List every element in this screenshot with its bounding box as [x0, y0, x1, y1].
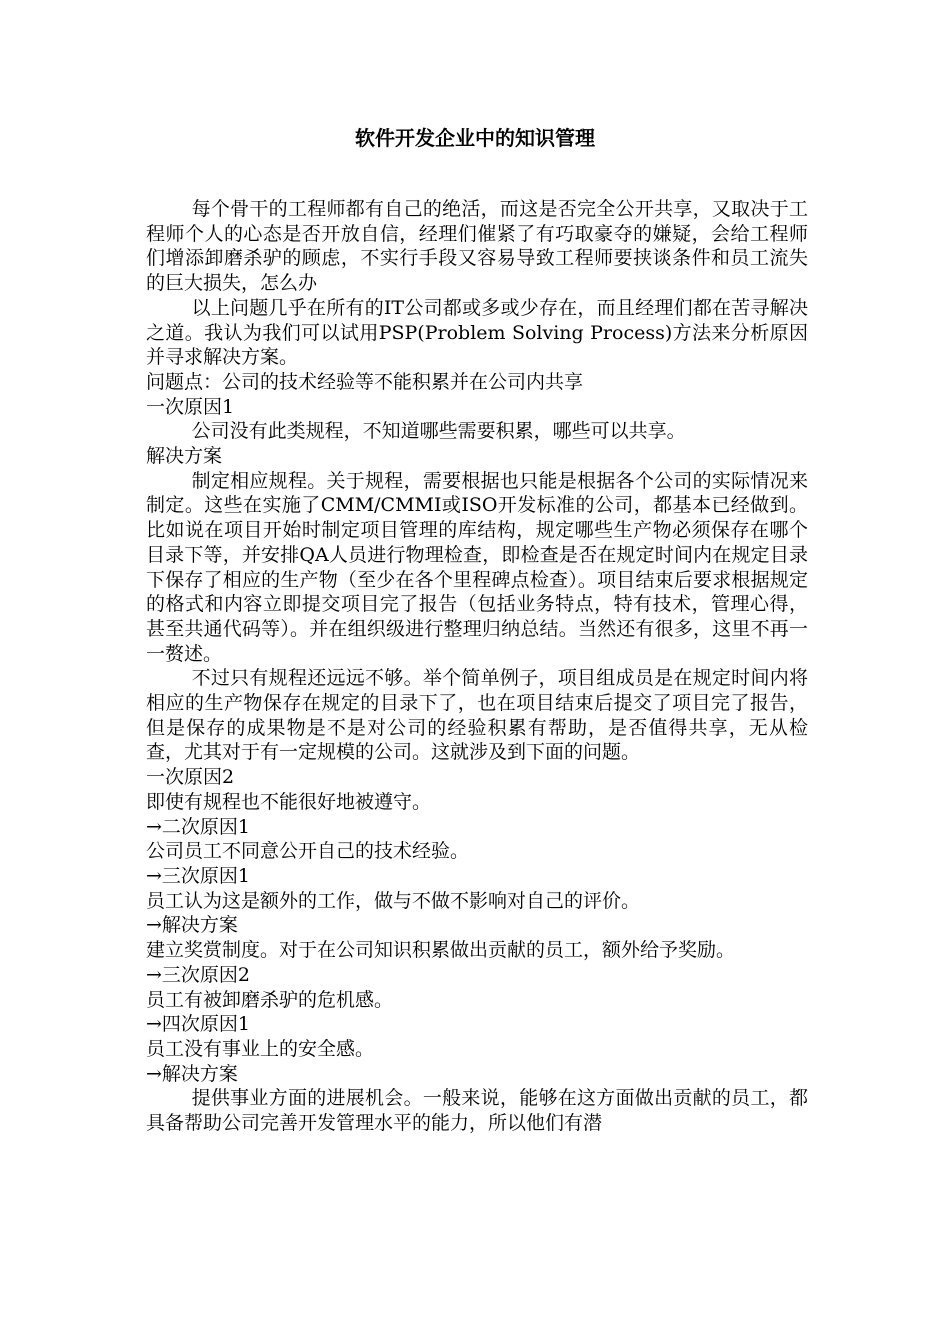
- paragraph: 以上问题几乎在所有的IT公司都或多或少存在，而且经理们都在苦寻解决之道。我认为我们可以试用PSP(Problem Solving Process)方法来分析原因并寻求解决方案。: [146, 296, 808, 369]
- paragraph: →二次原因1: [146, 815, 251, 838]
- document-body: [146, 197, 808, 1136]
- paragraph: 一次原因2: [146, 766, 235, 789]
- paragraph: 提供事业方面的进展机会。一般来说，能够在这方面做出贡献的员工，都具备帮助公司完善开发管理水平的能力，所以他们有潜: [146, 1087, 808, 1135]
- paragraph: 公司没有此类规程，不知道哪些需要积累，哪些可以共享。: [191, 420, 686, 443]
- paragraph: →三次原因2: [146, 963, 251, 986]
- paragraph: 解决方案: [146, 445, 223, 468]
- paragraph: 员工认为这是额外的工作，做与不做不影响对自己的评价。: [146, 889, 641, 912]
- paragraph: 即使有规程也不能很好地被遵守。: [146, 790, 432, 813]
- paragraph: 制定相应规程。关于规程，需要根据也只能是根据各个公司的实际情况来制定。这些在实施了CMM/CMMI或ISO开发标准的公司，都基本已经做到。比如说在项目开始时制定项目管理的库结构，规定哪些生产物必须保存在哪个目录下等，并安排QA人员进行物理检查，即检查是否在规定时间内在规定目录下保存了相应的生产物（至少在各个里程碑点检查）。项目结束后要求根据规定的格式和内容立即提交项目完了报告（包括业务特点，特有技术，管理心得，甚至共通代码等）。并在组织级进行整理归纳总结。当然还有很多，这里不再一一赘述。: [146, 469, 808, 665]
- paragraph: 员工没有事业上的安全感。: [146, 1037, 375, 1060]
- paragraph: 一次原因1: [146, 395, 235, 418]
- paragraph: 每个骨干的工程师都有自己的绝活，而这是否完全公开共享，又取决于工程师个人的心态是否开放自信，经理们催紧了有巧取豪夺的嫌疑，会给工程师们增添卸磨杀驴的顾虑，不实行手段又容易导致工程师要挟谈条件和员工流失的巨大损失，怎么办: [146, 198, 808, 295]
- paragraph: →解决方案: [146, 1062, 238, 1085]
- paragraph: 建立奖赏制度。对于在公司知识积累做出贡献的员工，额外给予奖励。: [146, 939, 736, 962]
- paragraph: 问题点：公司的技术经验等不能积累并在公司内共享: [146, 370, 584, 393]
- paragraph: 公司员工不同意公开自己的技术经验。: [146, 840, 470, 863]
- paragraph: 不过只有规程还远远不够。举个简单例子，项目组成员是在规定时间内将相应的生产物保存在规定的目录下了，也在项目结束后提交了项目完了报告，但是保存的成果物是不是对公司的经验积累有帮助，是否值得共享，无从检查，尤其对于有一定规模的公司。这就涉及到下面的问题。: [146, 667, 808, 764]
- paragraph: →四次原因1: [146, 1013, 251, 1036]
- paragraph: 员工有被卸磨杀驴的危机感。: [146, 988, 394, 1011]
- paragraph: →三次原因1: [146, 864, 251, 887]
- paragraph: →解决方案: [146, 914, 238, 937]
- document-title: 软件开发企业中的知识管理: [355, 126, 595, 150]
